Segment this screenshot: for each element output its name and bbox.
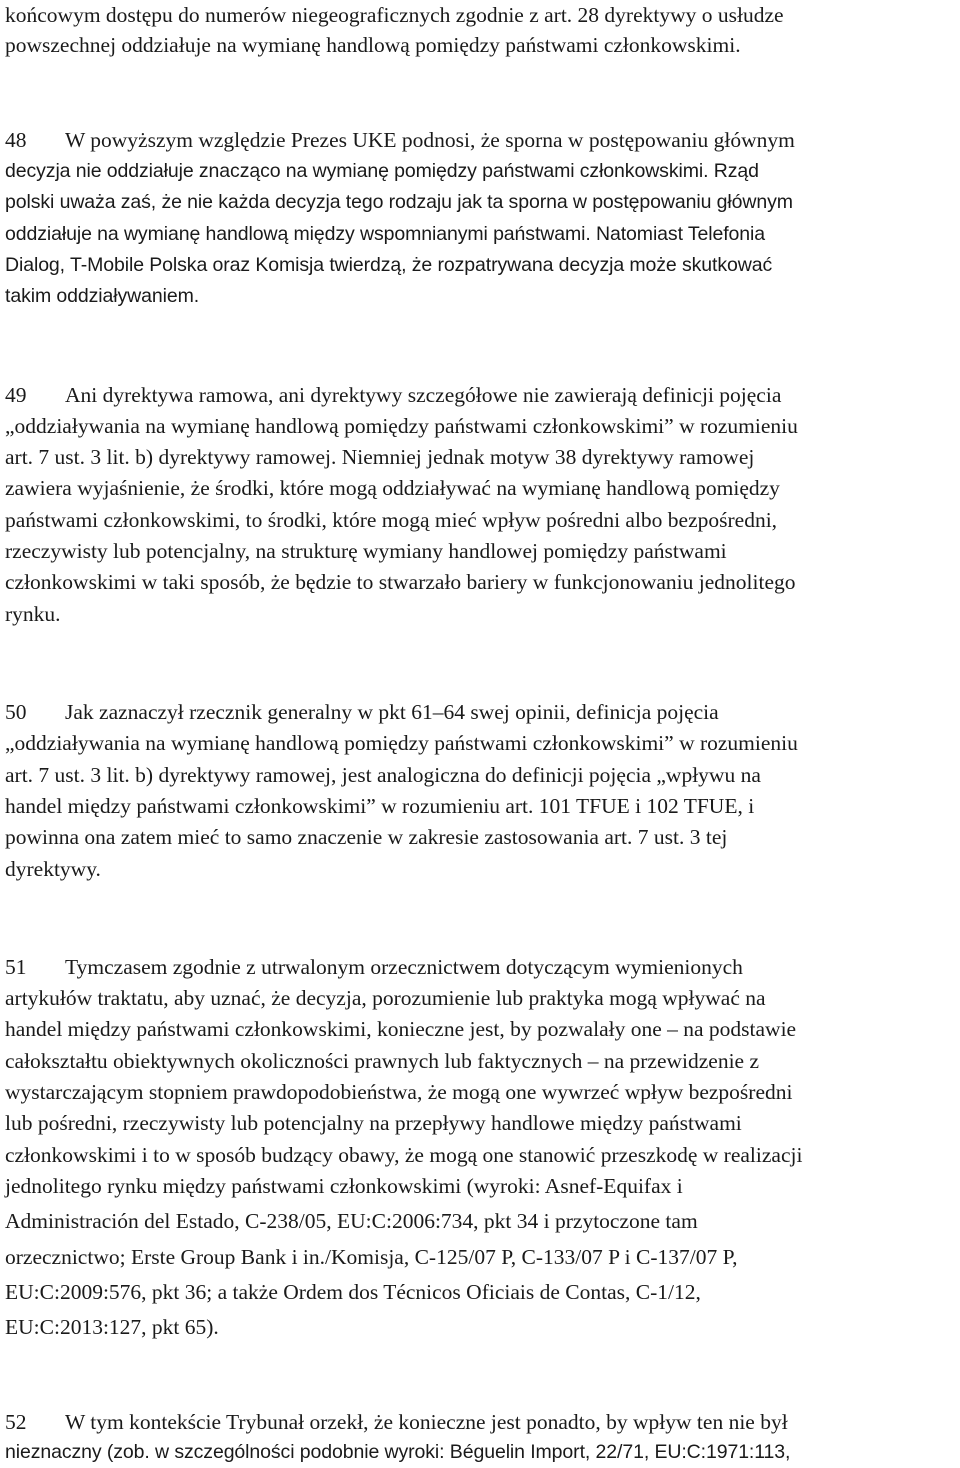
paragraph-52-first-line bbox=[5, 1407, 788, 1437]
text-line: członkowskimi w taki sposób, że będzie to stwarzało bariery w funkcjonowaniu jednolitego bbox=[5, 570, 796, 594]
text-line: Administración del Estado, C‑238/05, EU:C:2006:734, pkt 34 i przytoczone tam bbox=[5, 1209, 698, 1233]
text-line: W tym kontekście Trybunał orzekł, że konieczne jest ponadto, by wpływ ten nie był bbox=[65, 1410, 788, 1434]
text-line: końcowym dostępu do numerów niegeograficznych zgodnie z art. 28 dyrektywy o usłudze bbox=[5, 3, 784, 27]
text-line: dyrektywy. bbox=[5, 857, 101, 881]
paragraph-number: 51 bbox=[5, 955, 27, 979]
text-line: takim oddziaływaniem. bbox=[5, 285, 200, 307]
text-line: handel między państwami członkowskimi, konieczne jest, by pozwalały one – na podstawie bbox=[5, 1017, 797, 1041]
text-line: jednolitego rynku między państwami członkowskimi (wyroki: Asnef-Equifax i bbox=[5, 1174, 683, 1198]
paragraph-50-first-line bbox=[5, 697, 719, 727]
text-line: całokształtu obiektywnych okoliczności prawnych lub faktycznych – na przewidzenie z bbox=[5, 1049, 760, 1073]
text-line: powszechnej oddziałuje na wymianę handlową pomiędzy państwami członkowskimi. bbox=[5, 33, 741, 57]
text-line: Jak zaznaczył rzecznik generalny w pkt 61–64 swej opinii, definicja pojęcia bbox=[65, 700, 719, 724]
text-line: EU:C:2013:127, pkt 65). bbox=[5, 1315, 219, 1339]
paragraph-number: 49 bbox=[5, 383, 27, 407]
paragraph-number: 52 bbox=[5, 1410, 27, 1434]
text-line: Tymczasem zgodnie z utrwalonym orzecznictwem dotyczącym wymienionych bbox=[65, 955, 743, 979]
paragraph-number: 50 bbox=[5, 700, 27, 724]
text-line: Ani dyrektywa ramowa, ani dyrektywy szczegółowe nie zawierają definicji pojęcia bbox=[65, 383, 782, 407]
paragraph-48-first-line bbox=[5, 125, 795, 155]
text-line: członkowskimi i to w sposób budzący obawy, że mogą one stanowić przeszkodę w realizacji bbox=[5, 1143, 803, 1167]
paragraph-number: 48 bbox=[5, 128, 27, 152]
text-line: zawiera wyjaśnienie, że środki, które mogą oddziaływać na wymianę handlową pomiędzy bbox=[5, 476, 780, 500]
text-line: handel między państwami członkowskimi” w rozumieniu art. 101 TFUE i 102 TFUE, i bbox=[5, 794, 755, 818]
paragraph-51-first-line bbox=[5, 952, 743, 982]
text-line: powinna ona zatem mieć to samo znaczenie w zakresie zastosowania art. 7 ust. 3 tej bbox=[5, 825, 728, 849]
text-line: nieznaczny (zob. w szczególności podobnie wyroki: Béguelin Import, 22/71, EU:C:1971:113, bbox=[5, 1441, 791, 1463]
text-line: lub pośredni, rzeczywisty lub potencjalny na przepływy handlowe między państwami bbox=[5, 1111, 742, 1135]
text-line: art. 7 ust. 3 lit. b) dyrektywy ramowej. Niemniej jednak motyw 38 dyrektywy ramowej bbox=[5, 445, 755, 469]
text-line: rynku. bbox=[5, 602, 61, 626]
text-line: „oddziaływania na wymianę handlową pomiędzy państwami członkowskimi” w rozumieniu bbox=[5, 731, 798, 755]
text-line: W powyższym względzie Prezes UKE podnosi, że sporna w postępowaniu głównym bbox=[65, 128, 795, 152]
text-line: orzecznictwo; Erste Group Bank i in./Komisja, C‑125/07 P, C‑133/07 P i C‑137/07 P, bbox=[5, 1245, 738, 1269]
text-line: państwami członkowskimi, to środki, które mogą mieć wpływ pośredni albo bezpośredni, bbox=[5, 508, 778, 532]
text-line: Dialog, T-Mobile Polska oraz Komisja twierdzą, że rozpatrywana decyzja może skutkować bbox=[5, 254, 773, 276]
text-line: art. 7 ust. 3 lit. b) dyrektywy ramowej, jest analogiczna do definicji pojęcia „wpływu na bbox=[5, 763, 761, 787]
text-line: wystarczającym stopniem prawdopodobieństwa, że mogą one wywrzeć wpływ bezpośredni bbox=[5, 1080, 793, 1104]
text-line: polski uważa zaś, że nie każda decyzja tego rodzaju jak ta sporna w postępowaniu głównym bbox=[5, 191, 793, 213]
text-line: decyzja nie oddziałuje znacząco na wymianę pomiędzy państwami członkowskimi. Rząd bbox=[5, 160, 759, 182]
text-line: oddziałuje na wymianę handlową między wspomnianymi państwami. Natomiast Telefonia bbox=[5, 223, 766, 245]
text-line: „oddziaływania na wymianę handlową pomiędzy państwami członkowskimi” w rozumieniu bbox=[5, 414, 798, 438]
text-line: artykułów traktatu, aby uznać, że decyzja, porozumienie lub praktyka mogą wpływać na bbox=[5, 986, 766, 1010]
text-line: rzeczywisty lub potencjalny, na strukturę wymiany handlowej pomiędzy państwami bbox=[5, 539, 727, 563]
text-line: EU:C:2009:576, pkt 36; a także Ordem dos Técnicos Oficiais de Contas, C‑1/12, bbox=[5, 1280, 701, 1304]
paragraph-49-first-line bbox=[5, 380, 781, 410]
